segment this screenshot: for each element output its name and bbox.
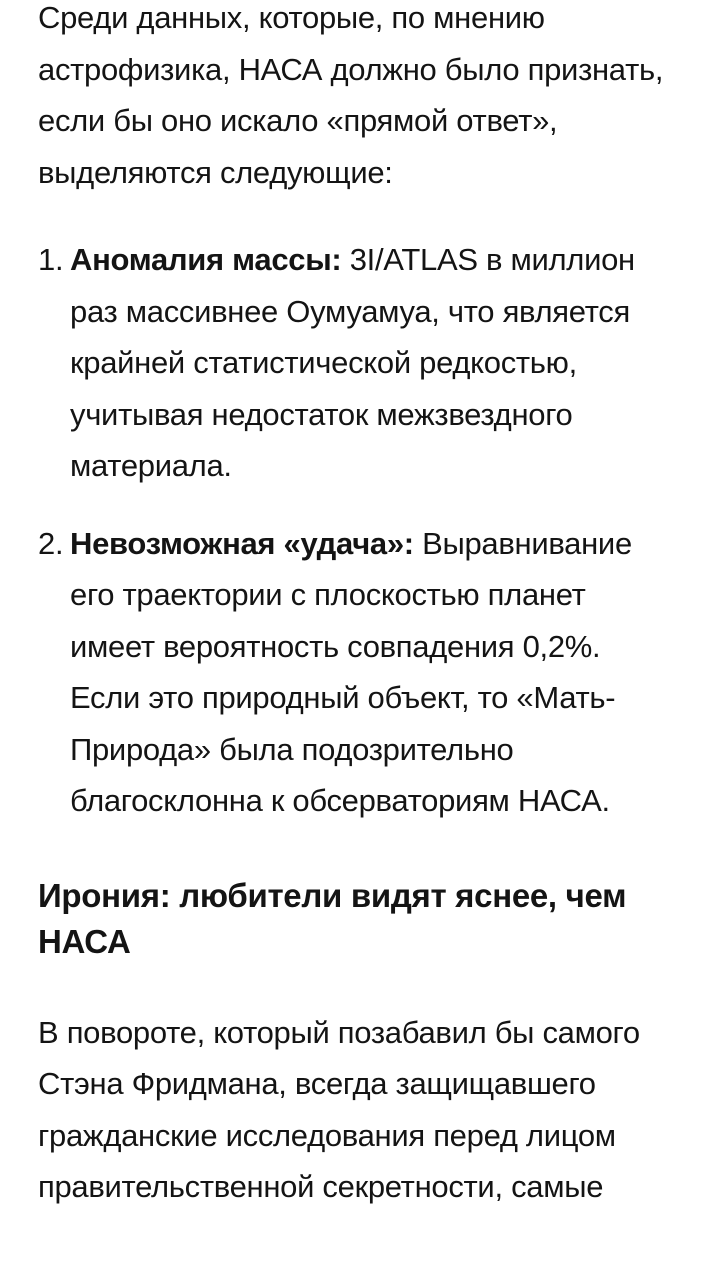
- list-item-text: 3I/ATLAS в миллион раз массивнее Оумуамуа, что является крайней статистической редкостью, учитывая недостаток межзвездного материала.: [70, 242, 635, 483]
- list-item-number: 1.: [38, 242, 64, 277]
- list-item-content: [70, 518, 678, 827]
- article-body: [38, 0, 678, 1213]
- closing-paragraph: В повороте, который позабавил бы самого Стэна Фридмана, всегда защищавшего гражданские исследования перед лицом правительственной секретности, самые: [38, 1014, 640, 1204]
- list-item: [38, 518, 678, 827]
- findings-list: [38, 234, 678, 827]
- section-heading: Ирония: любители видят яснее, чем НАСА: [38, 876, 627, 960]
- list-item-title: Невозможная «удача»:: [70, 525, 414, 561]
- list-item-number: 2.: [38, 525, 64, 561]
- list-item-text: Выравнивание его траектории с плоскостью планет имеет вероятность совпадения 0,2%. Если это природный объект, то «Мать-Природа» была подозрительно благосклонна к обсерваториям НАСА.: [70, 525, 632, 818]
- list-item-title: Аномалия массы:: [70, 242, 342, 277]
- list-item: [38, 234, 678, 492]
- intro-paragraph: Среди данных, которые, по мнению астрофизика, НАСА должно было признать, если бы оно искало «прямой ответ», выделяются следующие:: [38, 0, 664, 190]
- list-item-content: [70, 234, 678, 492]
